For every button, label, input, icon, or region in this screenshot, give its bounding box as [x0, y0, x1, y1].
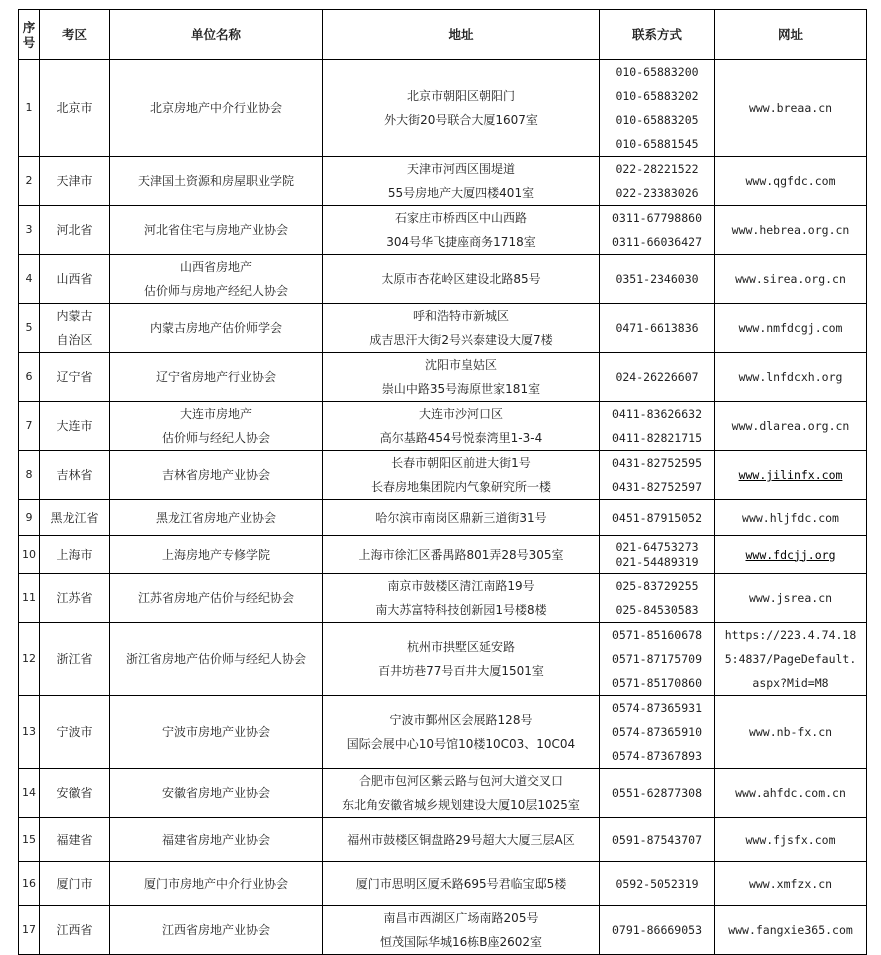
- header-seq: [19, 10, 40, 60]
- region-cell-line: 河北省: [56, 223, 93, 237]
- address-cell: [323, 818, 600, 862]
- address-cell-line: 天津市河西区围堤道: [406, 162, 515, 176]
- address-cell-line: 长春房地集团院内气象研究所一楼: [370, 480, 551, 494]
- region-cell: [40, 696, 110, 769]
- row-number: 9: [19, 500, 40, 536]
- phone-cell-line: 0311-66036427: [611, 235, 702, 249]
- org-name-cell-line: 估价师与房地产经纪人协会: [143, 284, 288, 298]
- phone-cell: [600, 157, 715, 206]
- phone-cell-line: 0571-85160678: [611, 628, 702, 642]
- row-number: 14: [19, 769, 40, 818]
- address-cell-line: 呼和浩特市新城区: [412, 309, 509, 323]
- org-name-cell: [110, 353, 323, 402]
- address-cell-line: 沈阳市皇姑区: [424, 358, 497, 372]
- org-name-cell: [110, 536, 323, 574]
- website-cell: [715, 536, 867, 574]
- phone-cell-line: 022-23383026: [615, 186, 699, 200]
- table-row: [19, 451, 867, 500]
- address-cell-line: 福州市鼓楼区铜盘路29号超大大厦三层A区: [347, 832, 575, 847]
- org-name-cell-line: 天津国土资源和房屋职业学院: [137, 174, 294, 188]
- address-cell: [323, 769, 600, 818]
- org-name-cell: [110, 862, 323, 906]
- table-row: [19, 304, 867, 353]
- org-name-cell-line: 估价师与经纪人协会: [161, 431, 270, 445]
- phone-cell-line: 0574-87365910: [611, 725, 702, 739]
- website-link[interactable]: www.nmfdcgj.com: [738, 321, 843, 335]
- phone-cell-line: 0571-85170860: [611, 676, 702, 690]
- address-cell-line: 国际会展中心10号馆10楼10C03、10C04: [346, 737, 576, 751]
- row-number: 8: [19, 451, 40, 500]
- website-link[interactable]: www.fdcjj.org: [745, 547, 836, 562]
- website-cell: [715, 623, 867, 696]
- org-name-cell: [110, 60, 323, 157]
- org-name-cell: [110, 304, 323, 353]
- address-cell: [323, 255, 600, 304]
- address-cell: [323, 574, 600, 623]
- region-cell: [40, 906, 110, 955]
- region-cell-line: 安徽省: [56, 786, 93, 800]
- header-seq-label: 序号: [22, 19, 36, 50]
- org-name-cell: [110, 206, 323, 255]
- region-cell-line: 内蒙古: [56, 309, 93, 323]
- website-link[interactable]: www.hebrea.org.cn: [731, 223, 850, 237]
- header-address: 地址: [323, 10, 600, 60]
- phone-cell-line: 0574-87367893: [611, 749, 702, 763]
- website-cell: [715, 500, 867, 536]
- phone-cell: [600, 769, 715, 818]
- org-name-cell-line: 上海房地产专修学院: [161, 547, 270, 562]
- phone-cell: [600, 304, 715, 353]
- table-row: [19, 536, 867, 574]
- address-cell-line: 南大苏富特科技创新园1号楼8楼: [375, 603, 547, 617]
- row-number: 7: [19, 402, 40, 451]
- phone-cell: [600, 353, 715, 402]
- org-name-cell-line: 内蒙古房地产估价师学会: [149, 321, 282, 335]
- org-name-cell: [110, 500, 323, 536]
- website-link[interactable]: www.jilinfx.com: [738, 468, 843, 482]
- region-cell-line: 大连市: [56, 419, 93, 433]
- row-number: 6: [19, 353, 40, 402]
- website-cell: [715, 60, 867, 157]
- table-row: [19, 60, 867, 157]
- phone-cell-line: 0571-87175709: [611, 652, 702, 666]
- header-org: 单位名称: [110, 10, 323, 60]
- region-cell-line: 黑龙江省: [50, 510, 99, 525]
- address-cell-line: 南京市鼓楼区清江南路19号: [387, 579, 535, 593]
- row-number: 10: [19, 536, 40, 574]
- website-link[interactable]: www.fangxie365.com: [728, 923, 853, 937]
- region-cell: [40, 353, 110, 402]
- contact-table: [18, 9, 867, 955]
- region-cell: [40, 623, 110, 696]
- org-name-cell: [110, 623, 323, 696]
- org-name-cell-line: 辽宁省房地产行业协会: [155, 370, 276, 384]
- phone-cell: [600, 255, 715, 304]
- region-cell: [40, 206, 110, 255]
- region-cell-line: 福建省: [56, 832, 93, 847]
- row-number: 15: [19, 818, 40, 862]
- phone-cell-line: 0791-86669053: [611, 923, 702, 937]
- phone-cell-line: 024-26226607: [615, 370, 699, 384]
- region-cell-line: 山西省: [56, 272, 93, 286]
- address-cell-line: 百井坊巷77号百井大厦1501室: [378, 664, 544, 678]
- website-cell: [715, 862, 867, 906]
- phone-cell-line: 0411-82821715: [611, 431, 702, 445]
- region-cell: [40, 255, 110, 304]
- header-phone: 联系方式: [600, 10, 715, 60]
- table-row: [19, 402, 867, 451]
- header-region: 考区: [40, 10, 110, 60]
- website-link[interactable]: www.fjsfx.com: [745, 832, 836, 847]
- website-cell: [715, 451, 867, 500]
- address-cell: [323, 500, 600, 536]
- table-row: [19, 353, 867, 402]
- org-name-cell: [110, 906, 323, 955]
- table-header-row: [19, 10, 867, 60]
- website-link[interactable]: www.hljfdc.com: [742, 510, 839, 525]
- address-cell-line: 恒茂国际华城16栋B座2602室: [379, 935, 543, 949]
- website-cell: [715, 157, 867, 206]
- phone-cell-line: 0574-87365931: [611, 701, 702, 715]
- phone-cell-line: 0592-5052319: [615, 876, 699, 891]
- region-cell: [40, 157, 110, 206]
- phone-cell: [600, 451, 715, 500]
- region-cell: [40, 60, 110, 157]
- address-cell: [323, 60, 600, 157]
- org-name-cell: [110, 255, 323, 304]
- region-cell-line: 浙江省: [56, 652, 93, 666]
- address-cell-line: 东北角安徽省城乡规划建设大厦10层1025室: [342, 798, 580, 812]
- phone-cell-line: 021-54489319: [615, 554, 699, 569]
- phone-cell-line: 010-65881545: [615, 137, 699, 151]
- org-name-cell-line: 浙江省房地产估价师与经纪人协会: [125, 652, 306, 666]
- address-cell: [323, 402, 600, 451]
- website-link[interactable]: https://223.4.74.18: [724, 628, 857, 642]
- website-cell: [715, 255, 867, 304]
- table-row: [19, 818, 867, 862]
- website-link[interactable]: www.jsrea.cn: [748, 591, 833, 605]
- org-name-cell-line: 厦门市房地产中介行业协会: [143, 876, 288, 891]
- phone-cell-line: 0311-67798860: [611, 211, 702, 225]
- address-cell-line: 上海市徐汇区番禺路801弄28号305室: [358, 547, 564, 562]
- org-name-cell: [110, 574, 323, 623]
- org-name-cell-line: 福建省房地产业协会: [161, 832, 270, 847]
- region-cell-line: 江西省: [56, 923, 93, 937]
- table-body: [19, 60, 867, 955]
- phone-cell: [600, 623, 715, 696]
- region-cell: [40, 536, 110, 574]
- row-number: 4: [19, 255, 40, 304]
- website-link[interactable]: www.lnfdcxh.org: [738, 370, 843, 384]
- website-link[interactable]: www.sirea.org.cn: [735, 272, 846, 286]
- website-cell: [715, 906, 867, 955]
- phone-cell-line: 022-28221522: [615, 162, 699, 176]
- phone-cell-line: 010-65883200: [615, 65, 699, 79]
- address-cell-line: 高尔基路454号悦泰湾里1-3-4: [379, 431, 543, 445]
- address-cell: [323, 623, 600, 696]
- address-cell: [323, 304, 600, 353]
- region-cell: [40, 862, 110, 906]
- phone-cell: [600, 906, 715, 955]
- website-link[interactable]: www.qgfdc.com: [745, 174, 836, 188]
- region-cell: [40, 500, 110, 536]
- address-cell: [323, 157, 600, 206]
- phone-cell-line: 0591-87543707: [611, 832, 702, 847]
- address-cell-line: 厦门市思明区厦禾路695号君临宝邸5楼: [355, 876, 567, 891]
- org-name-cell: [110, 157, 323, 206]
- address-cell-line: 宁波市鄞州区会展路128号: [389, 713, 533, 727]
- website-link[interactable]: www.breaa.cn: [748, 101, 833, 115]
- table-row: [19, 769, 867, 818]
- address-cell-line: 合肥市包河区紫云路与包河大道交叉口: [358, 774, 563, 788]
- org-name-cell: [110, 769, 323, 818]
- region-cell-line: 辽宁省: [56, 370, 93, 384]
- phone-cell-line: 021-64753273: [615, 539, 699, 554]
- phone-cell-line: 025-83729255: [615, 579, 699, 593]
- phone-cell: [600, 60, 715, 157]
- phone-cell-line: 0431-82752597: [611, 480, 702, 494]
- table-row: [19, 206, 867, 255]
- address-cell-line: 杭州市拱墅区延安路: [406, 640, 515, 654]
- region-cell: [40, 574, 110, 623]
- website-cell: [715, 353, 867, 402]
- region-cell-line: 自治区: [56, 333, 93, 347]
- website-cell: [715, 769, 867, 818]
- website-cell: [715, 304, 867, 353]
- address-cell-line: 55号房地产大厦四楼401室: [387, 186, 535, 200]
- address-cell-line: 石家庄市桥西区中山西路: [394, 211, 527, 225]
- phone-cell: [600, 696, 715, 769]
- phone-cell-line: 010-65883205: [615, 113, 699, 127]
- address-cell: [323, 696, 600, 769]
- org-name-cell-line: 河北省住宅与房地产业协会: [143, 223, 288, 237]
- phone-cell-line: 0471-6613836: [615, 321, 699, 335]
- address-cell: [323, 353, 600, 402]
- table-row: [19, 906, 867, 955]
- table-row: [19, 862, 867, 906]
- phone-cell: [600, 818, 715, 862]
- region-cell-line: 天津市: [56, 174, 93, 188]
- row-number: 12: [19, 623, 40, 696]
- row-number: 5: [19, 304, 40, 353]
- address-cell-line: 哈尔滨市南岗区鼎新三道街31号: [375, 510, 547, 525]
- row-number: 2: [19, 157, 40, 206]
- region-cell-line: 江苏省: [56, 591, 93, 605]
- address-cell-line: 南昌市西湖区广场南路205号: [383, 911, 539, 925]
- phone-cell: [600, 206, 715, 255]
- region-cell: [40, 451, 110, 500]
- region-cell-line: 厦门市: [56, 876, 93, 891]
- website-link[interactable]: www.dlarea.org.cn: [731, 419, 850, 433]
- website-link[interactable]: www.nb-fx.cn: [748, 725, 833, 739]
- website-cell: [715, 206, 867, 255]
- row-number: 11: [19, 574, 40, 623]
- phone-cell-line: 0551-62877308: [611, 786, 702, 800]
- org-name-cell: [110, 451, 323, 500]
- website-link[interactable]: 5:4837/PageDefault.: [724, 652, 857, 666]
- region-cell: [40, 769, 110, 818]
- org-name-cell: [110, 402, 323, 451]
- table-row: [19, 623, 867, 696]
- org-name-cell: [110, 696, 323, 769]
- org-name-cell-line: 安徽省房地产业协会: [161, 786, 270, 800]
- address-cell-line: 外大街20号联合大厦1607室: [384, 113, 538, 127]
- row-number: 13: [19, 696, 40, 769]
- phone-cell-line: 010-65883202: [615, 89, 699, 103]
- phone-cell-line: 0411-83626632: [611, 407, 702, 421]
- table-row: [19, 500, 867, 536]
- row-number: 16: [19, 862, 40, 906]
- row-number: 17: [19, 906, 40, 955]
- region-cell-line: 宁波市: [56, 725, 93, 739]
- region-cell: [40, 818, 110, 862]
- website-cell: [715, 402, 867, 451]
- address-cell-line: 崇山中路35号海原世家181室: [381, 382, 541, 396]
- address-cell: [323, 536, 600, 574]
- address-cell-line: 太原市杏花岭区建设北路85号: [381, 272, 541, 286]
- website-link[interactable]: aspx?Mid=M8: [752, 676, 829, 690]
- address-cell: [323, 862, 600, 906]
- table-row: [19, 255, 867, 304]
- region-cell-line: 北京市: [56, 101, 93, 115]
- address-cell-line: 长春市朝阳区前进大街1号: [391, 456, 531, 470]
- org-name-cell-line: 黑龙江省房地产业协会: [155, 510, 276, 525]
- website-cell: [715, 818, 867, 862]
- website-link[interactable]: www.ahfdc.com.cn: [735, 786, 846, 800]
- org-name-cell-line: 宁波市房地产业协会: [161, 725, 270, 739]
- table-row: [19, 696, 867, 769]
- address-cell: [323, 206, 600, 255]
- org-name-cell-line: 江西省房地产业协会: [161, 923, 270, 937]
- phone-cell: [600, 402, 715, 451]
- phone-cell-line: 0351-2346030: [615, 272, 699, 286]
- address-cell-line: 304号华飞捷座商务1718室: [386, 235, 536, 249]
- header-website: 网址: [715, 10, 867, 60]
- phone-cell-line: 0451-87915052: [611, 510, 702, 525]
- table-row: [19, 157, 867, 206]
- address-cell: [323, 906, 600, 955]
- address-cell-line: 大连市沙河口区: [418, 407, 503, 421]
- phone-cell: [600, 574, 715, 623]
- phone-cell-line: 0431-82752595: [611, 456, 702, 470]
- website-link[interactable]: www.xmfzx.cn: [748, 876, 833, 891]
- phone-cell: [600, 862, 715, 906]
- phone-cell: [600, 536, 715, 574]
- org-name-cell-line: 江苏省房地产估价与经纪协会: [137, 591, 294, 605]
- region-cell: [40, 402, 110, 451]
- phone-cell: [600, 500, 715, 536]
- row-number: 3: [19, 206, 40, 255]
- table-row: [19, 574, 867, 623]
- org-name-cell-line: 山西省房地产: [179, 260, 252, 274]
- org-name-cell-line: 吉林省房地产业协会: [161, 468, 270, 482]
- address-cell-line: 成吉思汗大街2号兴泰建设大厦7楼: [369, 333, 553, 347]
- website-cell: [715, 574, 867, 623]
- org-name-cell: [110, 818, 323, 862]
- region-cell-line: 吉林省: [56, 468, 93, 482]
- region-cell: [40, 304, 110, 353]
- website-cell: [715, 696, 867, 769]
- org-name-cell-line: 北京房地产中介行业协会: [149, 101, 282, 115]
- region-cell-line: 上海市: [56, 547, 93, 562]
- org-name-cell-line: 大连市房地产: [179, 407, 252, 421]
- phone-cell-line: 025-84530583: [615, 603, 699, 617]
- row-number: 1: [19, 60, 40, 157]
- address-cell: [323, 451, 600, 500]
- address-cell-line: 北京市朝阳区朝阳门: [406, 89, 515, 103]
